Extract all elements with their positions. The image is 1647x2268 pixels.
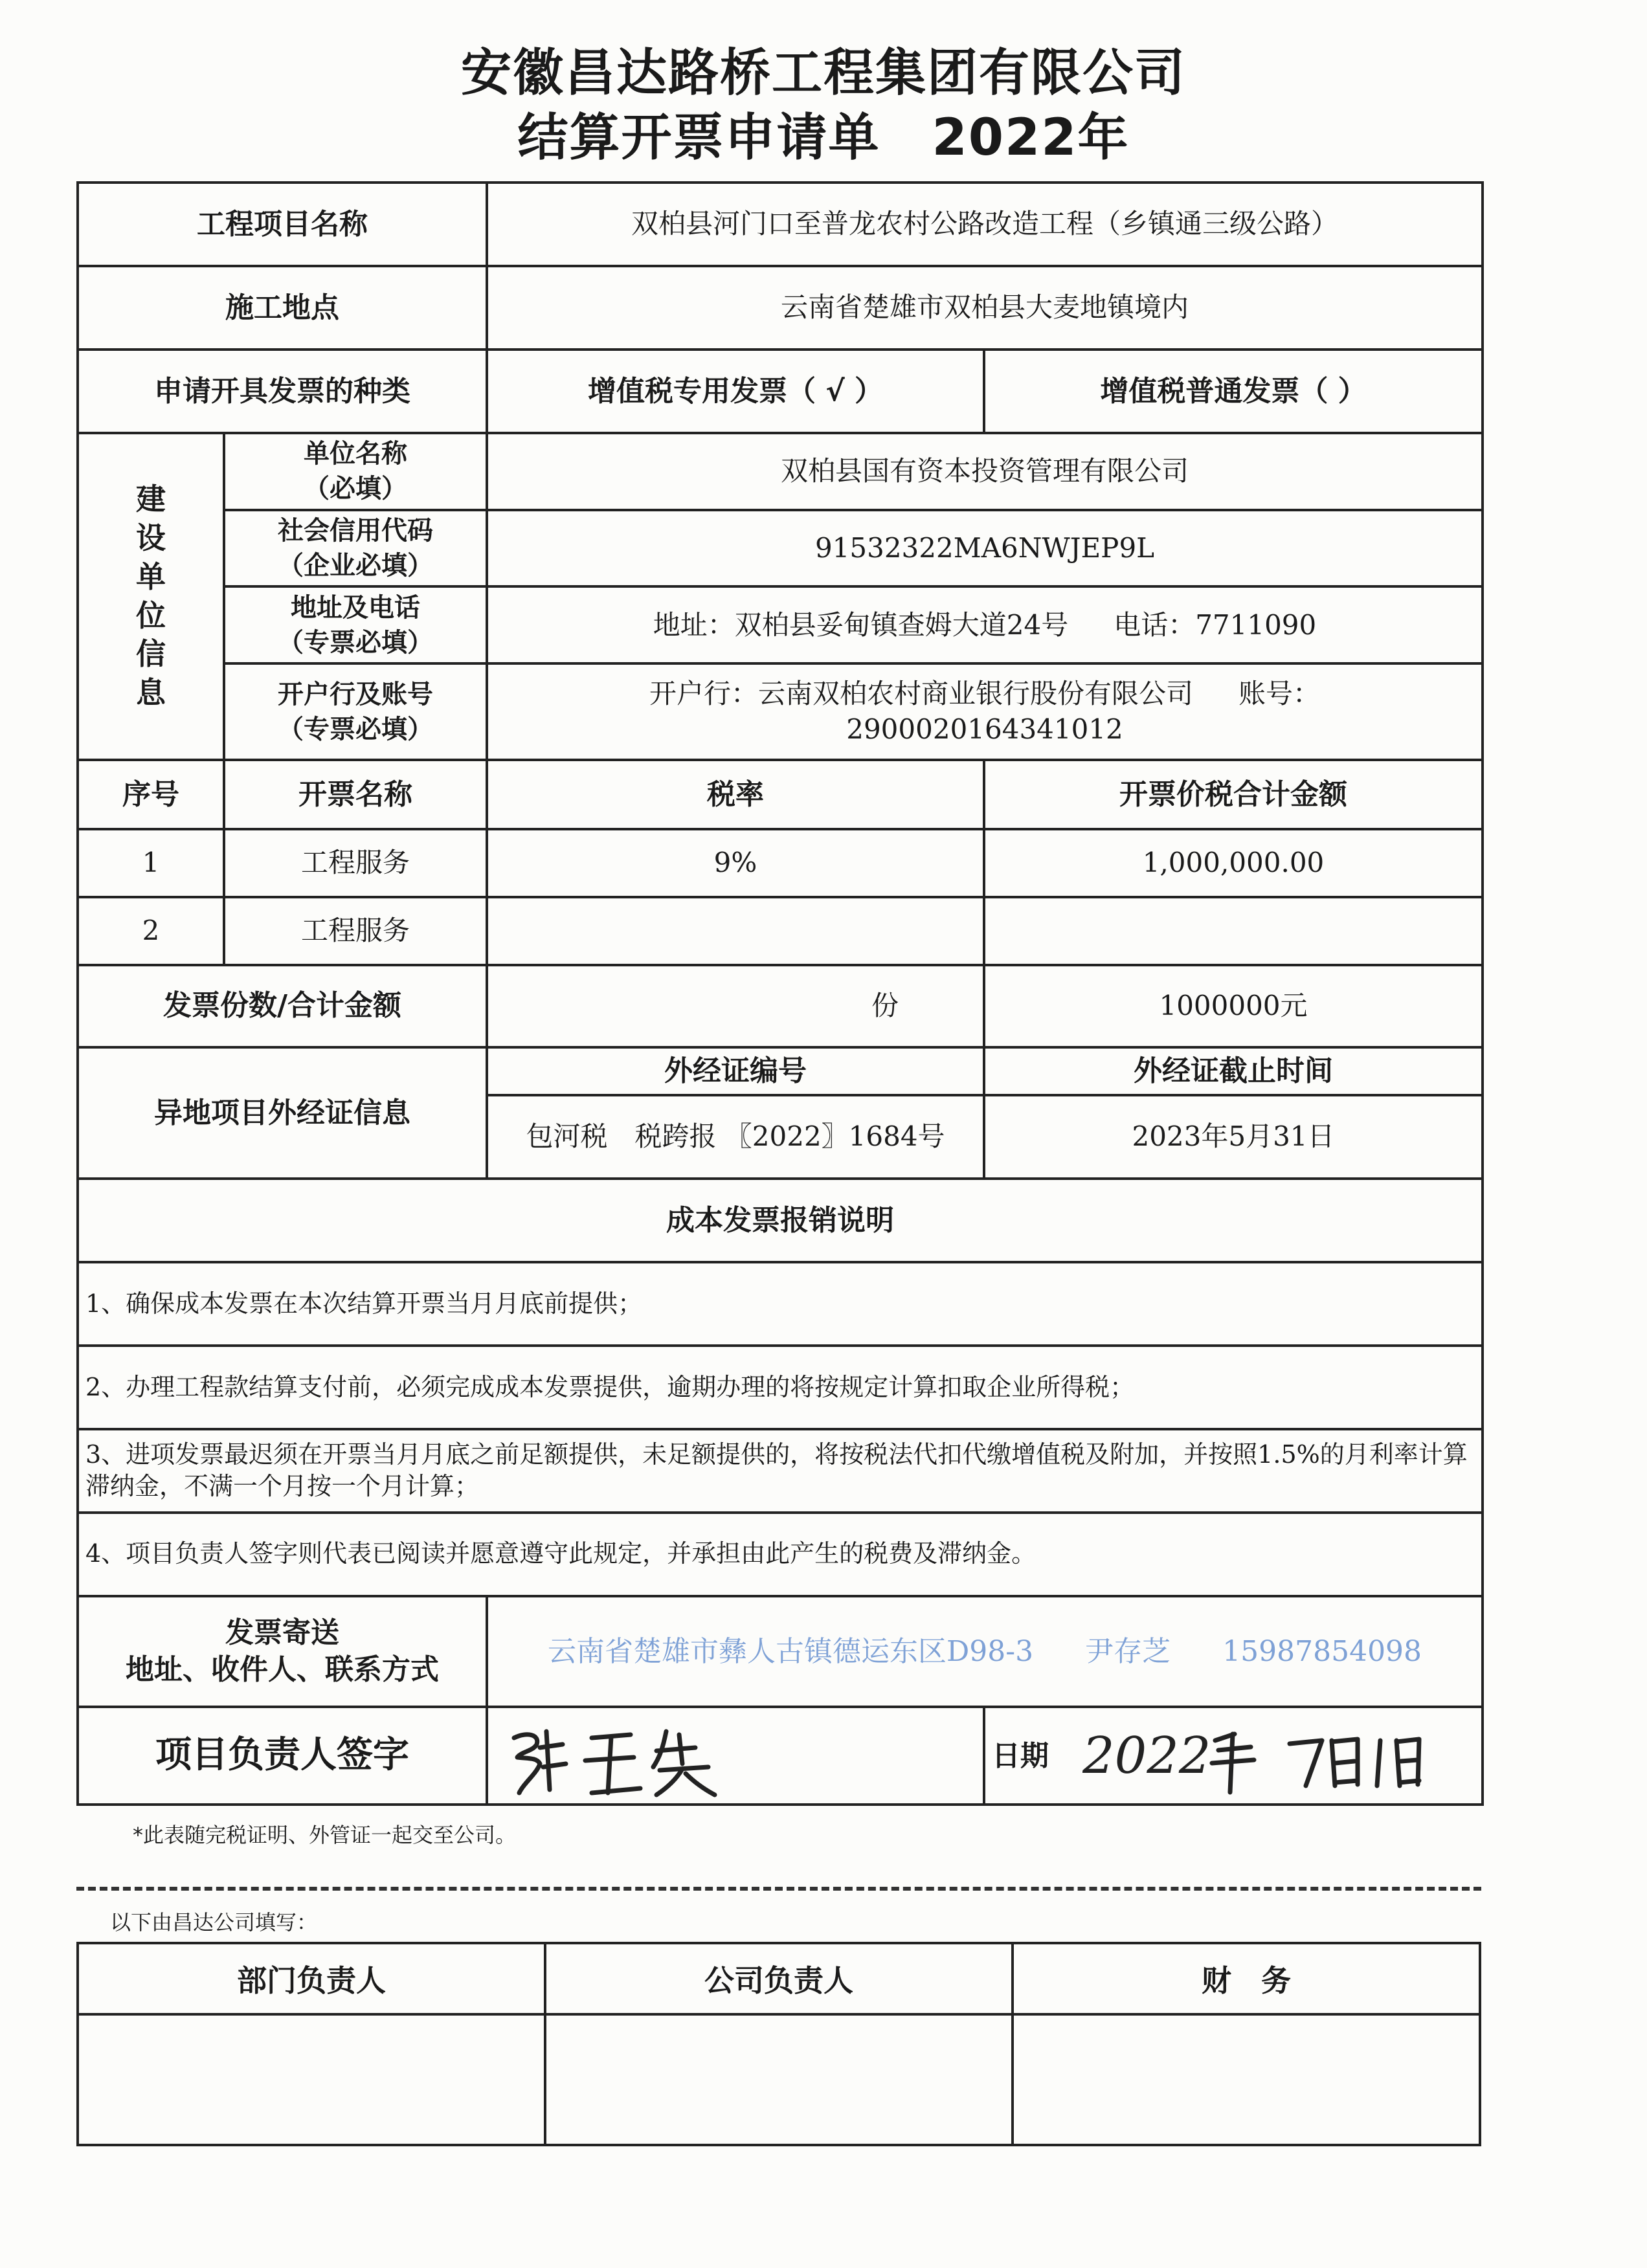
mailing-label: 发票寄送 地址、收件人、联系方式 (78, 1596, 487, 1707)
invoice-count-unit: 份 (487, 965, 984, 1047)
row-rate (487, 897, 984, 965)
builder-info-side-label: 建 设 单 位 信 息 (78, 433, 224, 761)
application-form-table (76, 181, 1484, 1806)
col-header-name: 开票名称 (224, 760, 487, 829)
signature-label: 项目负责人签字 (78, 1707, 487, 1805)
credit-code-value: 91532322MA6NWJEP9L (487, 510, 1483, 587)
permit-deadline-label: 外经证截止时间 (984, 1047, 1483, 1096)
permit-deadline-value: 2023年5月31日 (984, 1095, 1483, 1179)
bank-account-label: 开户行及账号 （专票必填） (224, 663, 487, 760)
row-rate: 9% (487, 829, 984, 897)
bank-account-value: 开户行：云南双柏农村商业银行股份有限公司 账号： 2900020164341012 (487, 663, 1483, 760)
col-header-amount: 开票价税合计金额 (984, 760, 1483, 829)
project-name-value: 双柏县河门口至普龙农村公路改造工程（乡镇通三级公路） (487, 183, 1483, 266)
handwritten-date (1082, 1715, 1432, 1799)
invoice-type-special: 增值税专用发票（ √ ） (487, 350, 984, 433)
col-header-rate: 税率 (487, 760, 984, 829)
invoice-type-label: 申请开具发票的种类 (78, 350, 487, 433)
row-name: 工程服务 (224, 897, 487, 965)
company-fill-note: 以下由昌达公司填写： (110, 1910, 318, 1935)
credit-code-label: 社会信用代码 （企业必填） (224, 510, 487, 587)
finance-sign (1013, 2014, 1480, 2145)
cost-note-4: 4、项目负责人签字则代表已阅读并愿意遵守此规定，并承担由此产生的税费及滞纳金。 (78, 1513, 1483, 1596)
mailing-info (487, 1596, 1483, 1707)
site-label: 施工地点 (78, 266, 487, 350)
mailing-address: 云南省楚雄市彝人古镇德运东区D98-3 (547, 1634, 1034, 1668)
row-name: 工程服务 (224, 829, 487, 897)
approval-table (76, 1942, 1481, 2146)
form-year: 2022年 (932, 109, 1130, 167)
dept-head-label: 部门负责人 (78, 1943, 545, 2014)
cost-note-3: 3、进项发票最迟须在开票当月月底之前足额提供，未足额提供的，将按税法代扣代缴增值税及附加，并按照1.5%的月利率计算滞纳金，不满一个月按一个月计算； (78, 1429, 1483, 1513)
col-header-no: 序号 (78, 760, 224, 829)
company-title: 安徽昌达路桥工程集团有限公司 (460, 44, 1186, 102)
cost-notes-title: 成本发票报销说明 (78, 1179, 1483, 1262)
signature-cell (487, 1707, 984, 1805)
unit-name-value: 双柏县国有资本投资管理有限公司 (487, 433, 1483, 510)
total-amount: 1000000元 (984, 965, 1483, 1047)
cost-note-1: 1、确保成本发票在本次结算开票当月月底前提供； (78, 1262, 1483, 1346)
row-no: 1 (78, 829, 224, 897)
table-row (78, 829, 1483, 897)
svg-text:2022: 2022 (1082, 1726, 1211, 1785)
form-title (0, 97, 1647, 170)
form-title-text: 结算开票申请单 (517, 109, 880, 167)
permit-no-value: 包河税 税跨报 〖2022〗1684号 (487, 1095, 984, 1179)
address-phone-label: 地址及电话 （专票必填） (224, 586, 487, 663)
permit-label: 异地项目外经证信息 (78, 1047, 487, 1179)
company-head-sign (545, 2014, 1013, 2145)
handwritten-signature (501, 1712, 734, 1803)
footer-note: *此表随完税证明、外管证一起交至公司。 (133, 1823, 517, 1847)
row-amount: 1,000,000.00 (984, 829, 1483, 897)
company-head-label: 公司负责人 (545, 1943, 1013, 2014)
mailing-phone: 15987854098 (1222, 1634, 1422, 1668)
unit-name-label: 单位名称 （必填） (224, 433, 487, 510)
cost-note-2: 2、办理工程款结算支付前，必须完成成本发票提供，逾期办理的将按规定计算扣取企业所得税； (78, 1346, 1483, 1429)
totals-label: 发票份数/合计金额 (78, 965, 487, 1047)
table-row (78, 897, 1483, 965)
site-value: 云南省楚雄市双柏县大麦地镇境内 (487, 266, 1483, 350)
date-cell (984, 1707, 1483, 1805)
finance-label: 财 务 (1013, 1943, 1480, 2014)
address-phone-value: 地址：双柏县妥甸镇查姆大道24号 电话：7711090 (487, 586, 1483, 663)
permit-no-label: 外经证编号 (487, 1047, 984, 1096)
row-no: 2 (78, 897, 224, 965)
project-name-label: 工程项目名称 (78, 183, 487, 266)
date-label: 日期 (992, 1739, 1049, 1773)
invoice-type-ordinary: 增值税普通发票（ ） (984, 350, 1483, 433)
mailing-recipient: 尹存芝 (1085, 1634, 1171, 1668)
row-amount (984, 897, 1483, 965)
cut-line (76, 1887, 1481, 1891)
dept-head-sign (78, 2014, 545, 2145)
